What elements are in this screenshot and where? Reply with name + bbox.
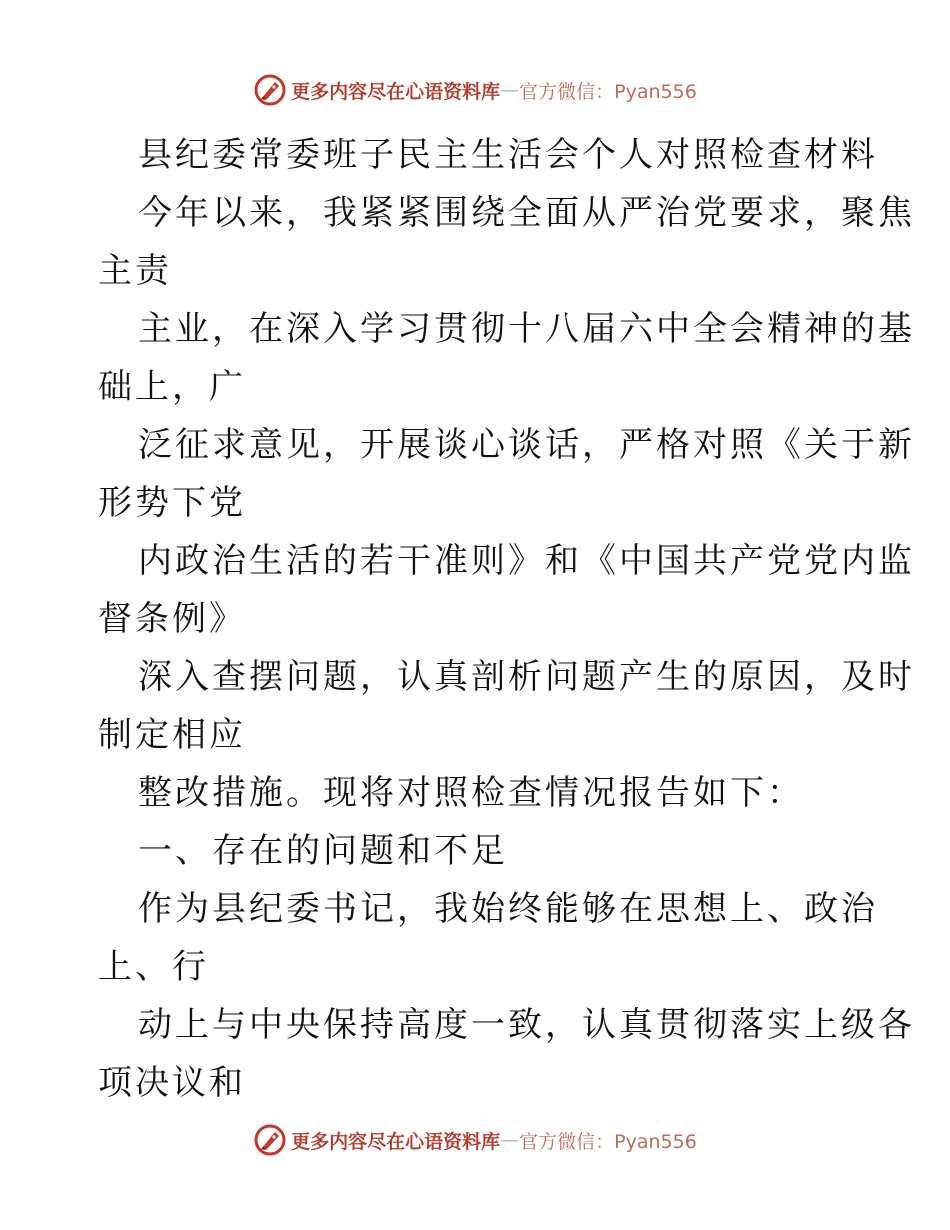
paragraph	[98, 764, 858, 822]
paragraph	[98, 184, 915, 300]
paragraph-line: 今年以来，我紧紧围绕全面从严治党要求，聚焦	[138, 193, 915, 233]
paragraph-line: 形势下党	[98, 483, 246, 523]
paragraph-line: 项决议和	[98, 1063, 246, 1103]
title-text: 县纪委常委班子民主生活会个人对照检查材料	[138, 135, 878, 175]
paragraph-line: 础上，广	[98, 367, 246, 407]
paragraph-line: 主业，在深入学习贯彻十八届六中全会精神的基	[138, 309, 915, 349]
section-heading-text: 一、存在的问题和不足	[138, 831, 508, 871]
paragraph-line: 泛征求意见，开展谈心谈话，严格对照《关于新	[138, 425, 915, 465]
document-title	[98, 126, 878, 184]
banner-text: 更多内容尽在心语资料库	[291, 80, 501, 103]
banner-text: 更多内容尽在心语资料库	[291, 1130, 501, 1153]
footer-banner	[0, 1120, 950, 1160]
banner-contact: 官方微信：Pyan556	[519, 80, 697, 103]
paragraph-line: 上、行	[98, 947, 209, 987]
banner-separator: —	[500, 79, 520, 101]
paragraph	[98, 648, 915, 764]
paragraph-line: 作为县纪委书记，我始终能够在思想上、政治	[138, 889, 878, 929]
paragraph-line: 主责	[98, 251, 172, 291]
paragraph-line: 督条例》	[98, 599, 246, 639]
paragraph	[98, 996, 915, 1112]
paragraph	[98, 300, 915, 416]
paragraph-line: 整改措施。现将对照检查情况报告如下：	[138, 773, 804, 813]
banner-contact: 官方微信：Pyan556	[519, 1130, 697, 1153]
paragraph-line: 内政治生活的若干准则》和《中国共产党党内监	[138, 541, 915, 581]
paragraph	[98, 532, 915, 648]
paragraph	[98, 416, 915, 532]
paragraph-line: 深入查摆问题，认真剖析问题产生的原因，及时	[138, 657, 915, 697]
section-heading	[98, 822, 858, 880]
header-banner	[0, 70, 950, 110]
banner-separator: —	[500, 1129, 520, 1151]
paragraph	[98, 880, 878, 996]
pen-nib-logo-icon	[253, 73, 287, 107]
pen-nib-logo-icon	[253, 1123, 287, 1157]
paragraph-line: 制定相应	[98, 715, 246, 755]
paragraph-line: 动上与中央保持高度一致，认真贯彻落实上级各	[138, 1005, 915, 1045]
